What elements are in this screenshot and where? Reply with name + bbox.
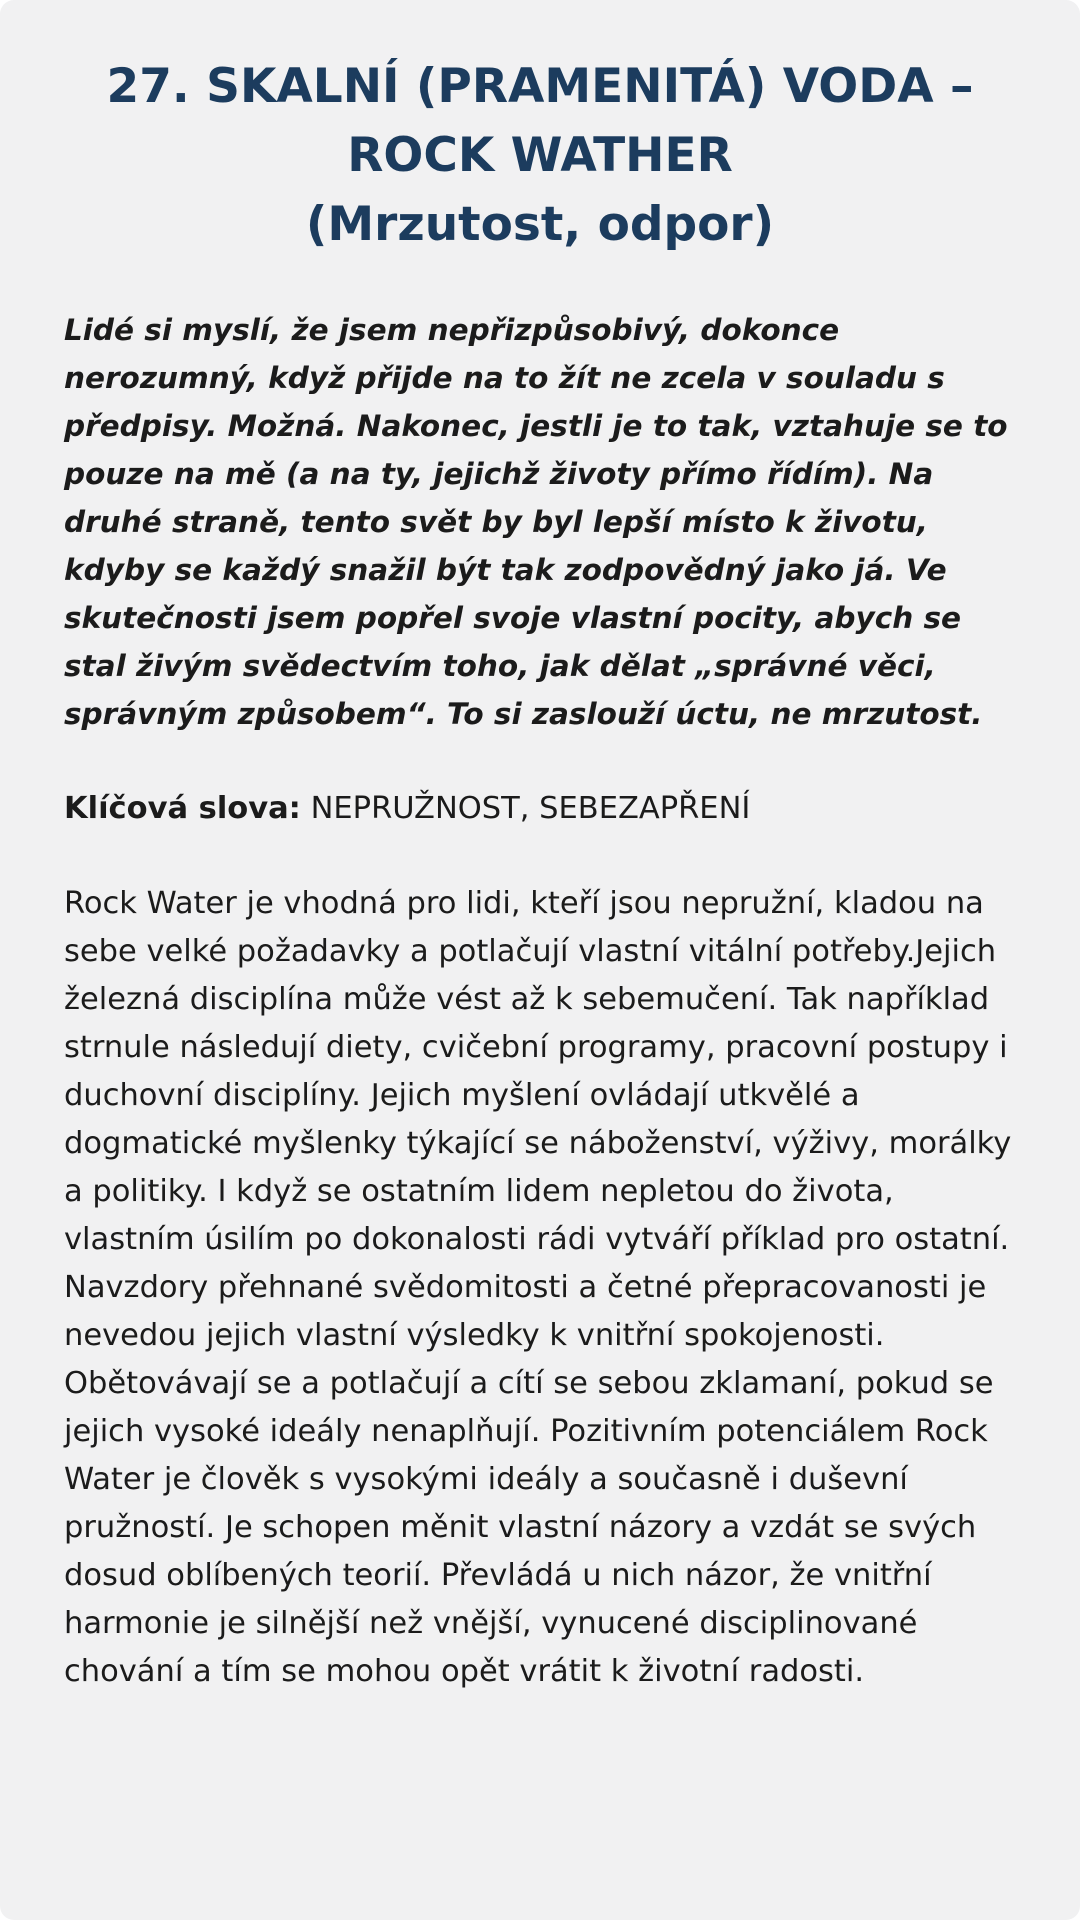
title-line-3: (Mrzutost, odpor) [305,197,775,252]
title-line-1: 27. SKALNÍ (PRAMENITÁ) VODA – [106,59,974,114]
article-body [64,306,1024,1696]
keywords-line [64,785,1024,833]
title-line-2: ROCK WATHER [347,128,733,183]
quote-paragraph: Lidé si myslí, že jsem nepřizpůsobivý, dokonce nerozumný, když přijde na to žít ne zcela v souladu s předpisy. Možná. Nakonec, jestli je to tak, vztahuje se to pouze na mě (a na ty, jejichž životy přímo řídím). Na druhé straně, tento svět by byl lepší místo k životu, kdyby se každý snažil být tak zodpovědný jako já. Ve skutečnosti jsem popřel svoje vlastní pocity, abych se stal živým svědectvím toho, jak dělat „správné věci, správným způsobem“. To si zaslouží úctu, ne mrzutost. [64,313,1008,731]
page-title [40,52,1040,259]
keywords-value: NEPRUŽNOST, SEBEZAPŘENÍ [300,791,751,826]
keywords-label: Klíčová slova: [64,791,301,826]
description-paragraph: Rock Water je vhodná pro lidi, kteří jsou nepružní, kladou na sebe velké požadavky a potlačují vlastní vitální potřeby.Jejich železná disciplína může vést až k sebemučení. Tak například strnule následují diety, cvičební programy, pracovní postupy i duchovní disciplíny. Jejich myšlení ovládají utkvělé a dogmatické myšlenky týkající se náboženství, výživy, morálky a politiky. I když se ostatním lidem nepletou do života, vlastním úsilím po dokonalosti rádi vytváří příklad pro ostatní. Navzdory přehnané svědomitosti a četné přepracovanosti je nevedou jejich vlastní výsledky k vnitřní spokojenosti. Obětovávají se a potlačují a cítí se sebou zklamaní, pokud se jejich vysoké ideály nenaplňují. Pozitivním potenciálem Rock Water je člověk s vysokými ideály a současně i duševní pružností. Je schopen měnit vlastní názory a vzdát se svých dosud oblíbených teorií. Převládá u nich názor, že vnitřní harmonie je silnější než vnější, vynucené disciplinované chování a tím se mohou opět vrátit k životní radosti. [64,886,1012,1689]
